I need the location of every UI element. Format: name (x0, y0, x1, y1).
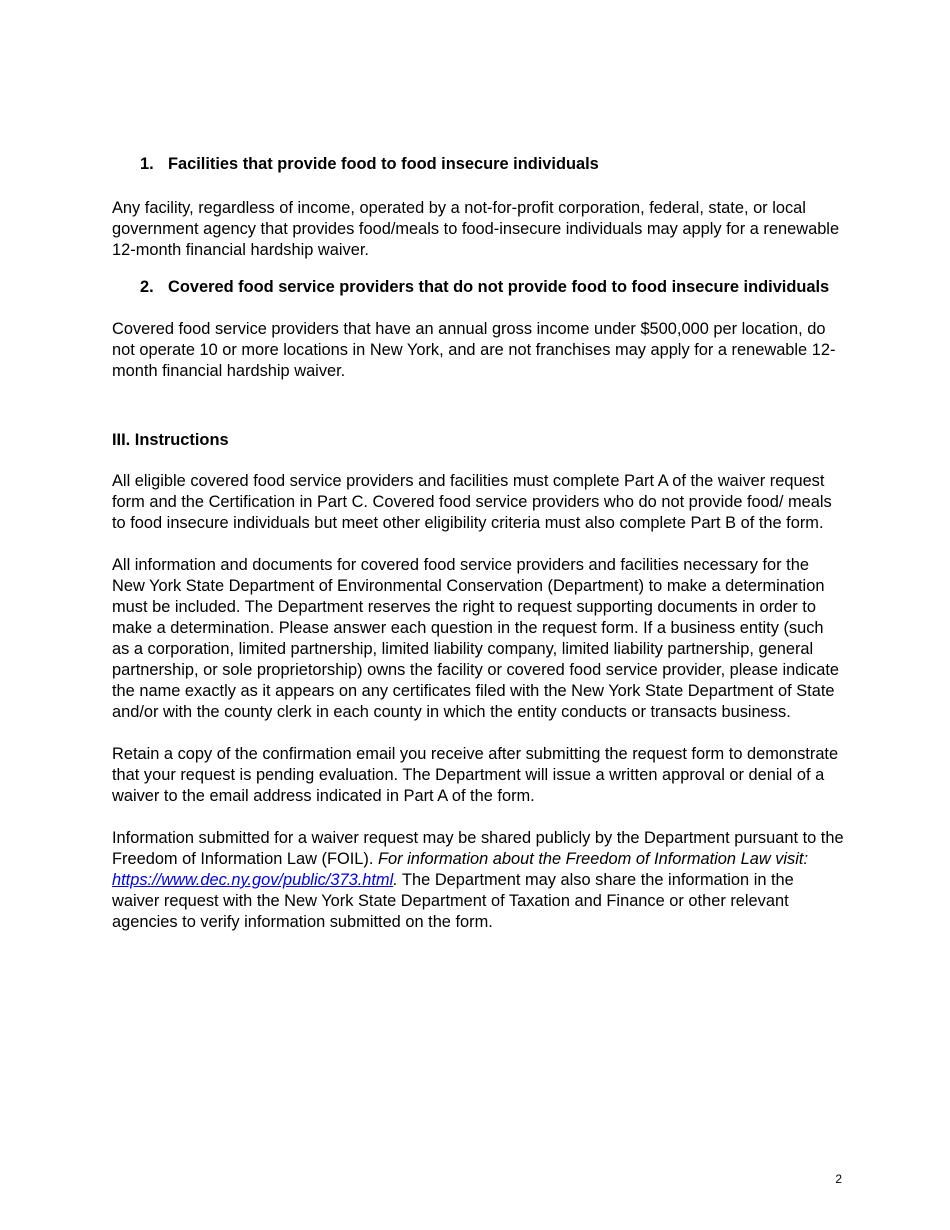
section-1-title: Facilities that provide food to food insecure individuals (168, 155, 599, 173)
page-content (112, 152, 844, 933)
section-1-number: 1. (140, 155, 154, 173)
instructions-paragraph-2: All information and documents for covered food service providers and facilities necessary for the New York State Department of Environmental Conservation (Department) to make a determination must be included. The Department reserves the right to request supporting documents in order to make a determination. Please answer each question in the request form. If a business entity (such as a corporation, limited partnership, limited liability company, limited liability partnership, general partnership, or sole proprietorship) owns the facility or covered food service provider, please indicate the name exactly as it appears on any certificates filed with the New York State Department of State and/or with the county clerk in each county in which the entity conducts or transacts business. (112, 556, 840, 721)
section-1-body: Any facility, regardless of income, operated by a not-for-profit corporation, federal, state, or local government agency that provides food/meals to food-insecure individuals may apply for a renewable 12-month financial hardship waiver. (112, 199, 840, 259)
instructions-paragraph-3: Retain a copy of the confirmation email you receive after submitting the request form to demonstrate that your request is pending evaluation. The Department will issue a written approval or denial of a waiver to the email address indicated in Part A of the form. (112, 745, 839, 805)
section-2-body: Covered food service providers that have an annual gross income under $500,000 per location, do not operate 10 or more locations in New York, and are not franchises may apply for a renewable 12-month financial hardship waiver. (112, 320, 836, 380)
foil-link-period: . (393, 871, 398, 889)
instructions-paragraph-1: All eligible covered food service providers and facilities must complete Part A of the waiver request form and the Certification in Part C. Covered food service providers who do not provide food/ meals to food insecure individuals but meet other eligibility criteria must also complete Part B of the form. (112, 472, 832, 532)
foil-link[interactable]: https://www.dec.ny.gov/public/373.html (112, 871, 394, 889)
foil-text: Information submitted for a waiver request may be shared publicly by the Department pursuant to the Freedom of Information Law (FOIL). (112, 829, 844, 868)
section-2-number: 2. (140, 278, 154, 296)
instructions-heading: III. Instructions (112, 431, 229, 449)
foil-info-italic: For information about the Freedom of Information Law visit: (378, 850, 808, 868)
section-2-title: Covered food service providers that do not provide food to food insecure individuals (168, 278, 830, 296)
section-1-heading (140, 152, 844, 176)
instructions-paragraph-4 (112, 828, 844, 933)
section-2-heading (140, 275, 844, 299)
foil-text-end: The Department may also share the information in the waiver request with the New York State Department of Taxation and Finance or other relevant agencies to verify information submitted on the form. (112, 871, 794, 931)
page-number: 2 (835, 1172, 842, 1186)
